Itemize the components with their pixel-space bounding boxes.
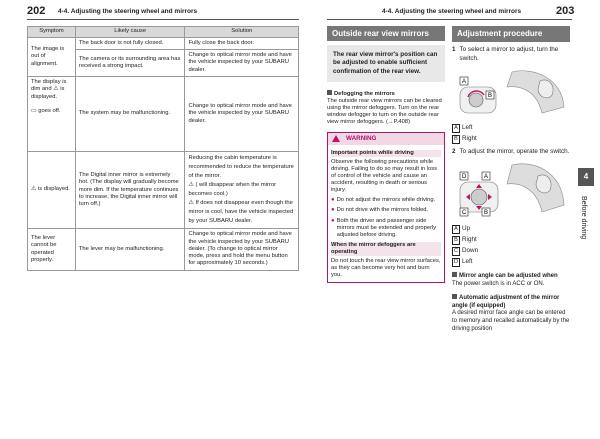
cause-cell: The back door is not fully closed.: [75, 38, 185, 50]
callout-d-letter: D: [462, 174, 467, 181]
note-heading: Mirror angle can be adjusted when: [452, 272, 570, 281]
left-header-rule: [27, 19, 299, 20]
cause-cell: The lever may be malfunctioning.: [75, 229, 185, 270]
selector-knob: [469, 93, 483, 107]
solution-cell: Change to optical mirror mode and have the vehicle inspected by your SUBARU dealer.: [185, 50, 299, 77]
right-running-title: 4-4. Adjusting the steering wheel and mirrors: [382, 8, 522, 15]
symptom-cell: The lever cannot be operated properly.: [28, 229, 76, 270]
left-running-title: 4-4. Adjusting the steering wheel and mirrors: [58, 8, 198, 15]
defog-heading: Defogging the mirrors: [327, 90, 445, 98]
mirror-icon: ▭: [31, 108, 37, 115]
warning-subhead: Important points while driving: [331, 150, 441, 157]
label-down: C Down: [454, 247, 479, 255]
right-header-rule: [327, 19, 572, 20]
symptom-cell: ⚠ is displayed.: [28, 151, 76, 229]
troubleshooting-table: [27, 26, 299, 271]
solution-cell: Reducing the cabin temperature is recommended to reduce the temperature of the mirror. ⚠ ( will disappear when the mirror becomes cool.) ⚠ If does not disappear even though the mirror is cool, have the vehicle inspected by your SUBARU dealer.: [185, 151, 299, 229]
label-right: B Right: [452, 236, 570, 245]
warning-bullet: ● Do not adjust the mirrors while driving.: [331, 197, 436, 204]
chapter-tab: 4: [578, 168, 594, 186]
label-up: A Up: [452, 225, 570, 234]
section-title-outside-mirrors: Outside rear view mirrors: [327, 26, 445, 41]
warning-header: WARNING: [328, 133, 444, 145]
col-header-solution: Solution: [185, 27, 299, 38]
square-bullet-icon: [327, 90, 332, 95]
warning-text: Do not touch the rear view mirror surfaces, as they can become very hot and burn you.: [331, 258, 441, 279]
mirror-select-switch-illustration: [452, 67, 568, 117]
col-header-cause: Likely cause: [75, 27, 185, 38]
solution-cell: Fully close the back door.: [185, 38, 299, 50]
door-panel: [507, 164, 564, 212]
section-title-adjustment: Adjustment procedure: [452, 26, 570, 42]
callout-a-letter: A: [462, 78, 467, 85]
adjust-knob: [471, 189, 487, 205]
chapter-tab-label: Before driving: [580, 196, 587, 240]
right-column: [452, 26, 570, 334]
callout-b-letter: B: [484, 210, 489, 217]
mirror-adjust-switch-illustration: [452, 160, 568, 218]
cause-cell: The Digital inner mirror is extremely hot. (The display will gradually become more dim. If the temperature continues to increase, the Digital inner mirror will turn off.): [75, 151, 185, 229]
step-2: 2 To adjust the mirror, operate the switch.: [452, 147, 570, 155]
hot-warning-icon: ⚠: [188, 181, 194, 188]
label-left: D Left: [454, 258, 473, 266]
symptom-cell: The image is out of alignment.: [28, 38, 76, 77]
display-warning-icon: ⚠: [53, 86, 59, 93]
warning-text: Observe the following precautions while driving. Failing to do so may result in loss of control of the vehicle and cause an accident, resulting in death or serious injury.: [331, 158, 437, 193]
note-heading: Automatic adjustment of the mirror angle (if equipped): [452, 294, 560, 309]
warning-bullet: ● Both the driver and passenger side mirrors must be extended and properly adjusted before driving.: [331, 217, 437, 238]
solution-cell: Change to optical mirror mode and have the vehicle inspected by your SUBARU dealer. (To change to optical mirror mode, press and hold the menu button for approximately 10 seconds.): [185, 229, 299, 270]
square-bullet-icon: [452, 294, 457, 299]
label-left: A Left: [452, 124, 570, 133]
intro-callout: The rear view mirror's position can be adjusted to enable sufficient confirmation of the rear view.: [327, 45, 445, 82]
callout-a-letter: A: [484, 174, 489, 181]
cause-cell: The camera or its surrounding area has received a strong impact.: [75, 50, 185, 77]
square-bullet-icon: [452, 272, 457, 277]
hot-warning-icon: ⚠: [188, 200, 194, 207]
callout-c-letter: C: [462, 210, 467, 217]
note-body: A desired mirror face angle can be entered to memory and recalled automatically by the driving position: [452, 310, 570, 333]
right-page-number: 203: [556, 5, 575, 17]
warning-subhead: When the mirror defoggers are operating: [331, 242, 441, 256]
defog-body: The outside rear view mirrors can be cleared using the mirror defoggers. Turn on the rear window defogger to turn on the outside rear view mirror defoggers. (→P.408): [327, 97, 442, 125]
col-header-symptom: Symptom: [28, 27, 76, 38]
label-right: B Right: [452, 135, 570, 144]
middle-column: [327, 26, 445, 283]
warning-box: [327, 132, 445, 283]
step-1: 1 To select a mirror to adjust, turn the switch.: [452, 46, 559, 62]
left-page-number: 202: [27, 5, 46, 17]
note-body: The power switch is in ACC or ON.: [452, 281, 545, 288]
hot-warning-icon: ⚠: [31, 186, 37, 193]
symptom-cell: The display is dim and ⚠ is displayed. ▭ goes off.: [28, 76, 76, 151]
warning-bullet: ● Do not drive with the mirrors folded.: [331, 207, 429, 214]
warning-triangle-icon: [332, 135, 340, 142]
cause-cell: The system may be malfunctioning.: [75, 76, 185, 151]
callout-b-letter: B: [488, 92, 493, 99]
solution-cell: Change to optical mirror mode and have the vehicle inspected by your SUBARU dealer.: [185, 76, 299, 151]
